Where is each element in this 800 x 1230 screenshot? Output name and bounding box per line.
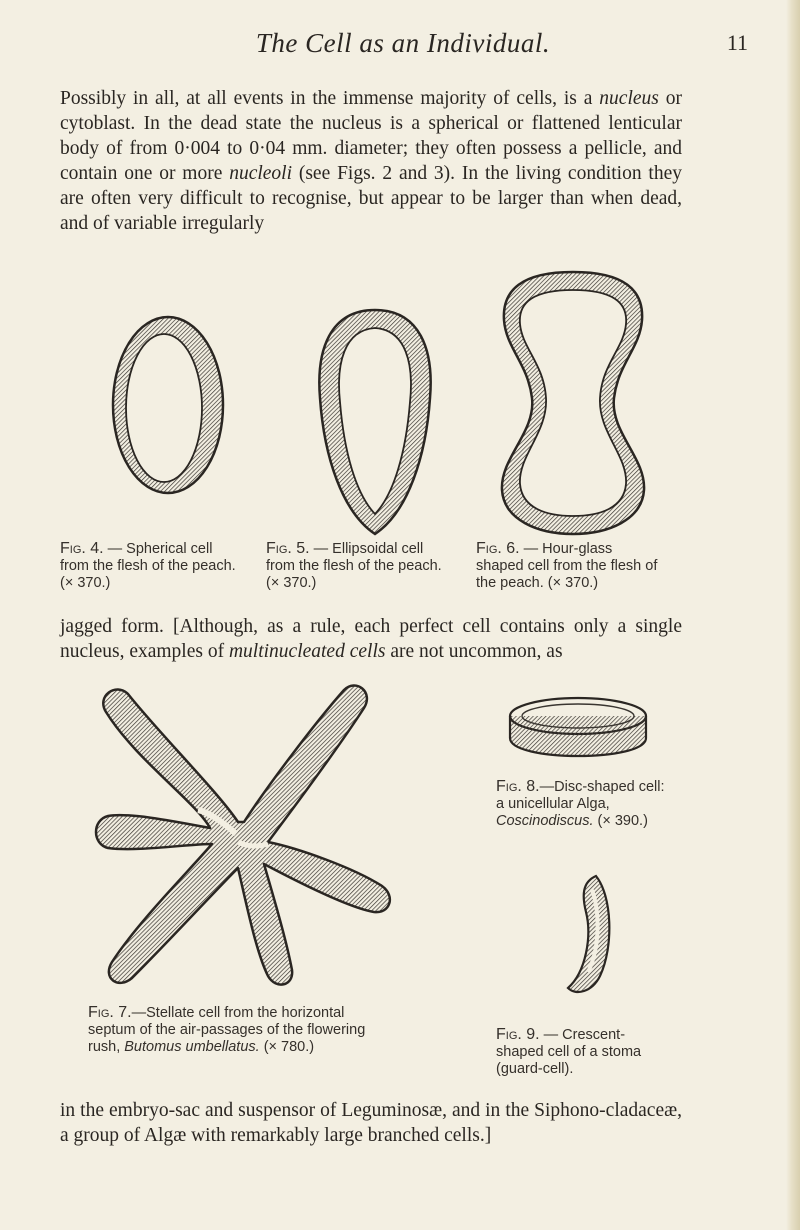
figure-5-ellipsoidal-cell — [312, 306, 438, 538]
caption-fig-8 — [496, 778, 666, 830]
caption-text: — Hour-glass shaped cell from the flesh of the peach. (× 370.) — [476, 541, 658, 591]
caption-fig-6 — [476, 540, 662, 592]
caption-text: —Stellate cell from the horizontal septum of the air-passages of the flowering rush, — [88, 1005, 366, 1055]
caption-label: Fig. 4. — [60, 540, 104, 557]
text-run: (see Figs. 2 and 3). In the living condition they are often very difficult to recognise, but appear to be larger than when dead, and of variable irregularly — [60, 163, 682, 234]
caption-italic: Coscinodiscus. — [496, 813, 594, 829]
text-run: or cytoblast. In the dead state the nucleus is a spherical or flattened lenticular body of from 0·004 to 0·04 mm. diameter; they often possess a pellicle, and contain one or more — [60, 88, 682, 184]
caption-italic: Butomus umbellatus. — [124, 1039, 260, 1055]
figure-9-crescent-cell — [560, 872, 616, 996]
caption-text: (× 390.) — [593, 813, 648, 829]
running-title: The Cell as an Individual. — [255, 28, 551, 58]
text-run: are not uncommon, as — [385, 641, 563, 662]
caption-text: — Ellipsoidal cell from the flesh of the peach. (× 370.) — [266, 541, 442, 591]
caption-text: — Crescent-shaped cell of a stoma (guard-cell). — [496, 1027, 642, 1077]
caption-text: — Spherical cell from the flesh of the peach. (× 370.) — [60, 541, 236, 591]
caption-text: —Disc-shaped cell: a unicellular Alga, — [496, 779, 665, 812]
page-number: 11 — [726, 30, 748, 55]
paragraph-multinucleated — [60, 614, 682, 664]
caption-label: Fig. 6. — [476, 540, 520, 557]
text-run: jagged form. [Although, as a rule, each perfect cell contains only a single nucleus, examples of — [60, 616, 682, 662]
page-edge — [786, 0, 800, 1230]
paragraph-leguminosae — [60, 1098, 682, 1148]
caption-fig-4 — [60, 540, 238, 592]
text-run: in the embryo-sac and suspensor of Leguminosæ, and in the Siphono-cladaceæ, a group of Algæ with remarkably large branched cells.] — [60, 1100, 682, 1146]
text-run: Possibly in all, at all events in the immense majority of cells, is a — [60, 88, 600, 109]
figure-6-hourglass-cell — [496, 268, 650, 538]
caption-fig-5 — [266, 540, 456, 592]
caption-fig-9 — [496, 1026, 666, 1078]
caption-label: Fig. 8. — [496, 778, 540, 795]
italic-term: nucleus — [599, 88, 659, 109]
caption-fig-7 — [88, 1004, 374, 1056]
italic-term: nucleoli — [229, 163, 293, 184]
paragraph-nucleus — [60, 86, 682, 236]
figure-4-spherical-cell — [108, 310, 228, 500]
figure-7-stellate-cell — [88, 672, 400, 994]
figure-8-disc-cell — [504, 694, 652, 760]
caption-text: (× 780.) — [259, 1039, 315, 1055]
page-header — [58, 10, 748, 70]
caption-label: Fig. 9. — [496, 1026, 540, 1043]
caption-label: Fig. 7. — [88, 1004, 132, 1021]
italic-term: multinucleated cells — [228, 641, 386, 662]
caption-label: Fig. 5. — [266, 540, 310, 557]
